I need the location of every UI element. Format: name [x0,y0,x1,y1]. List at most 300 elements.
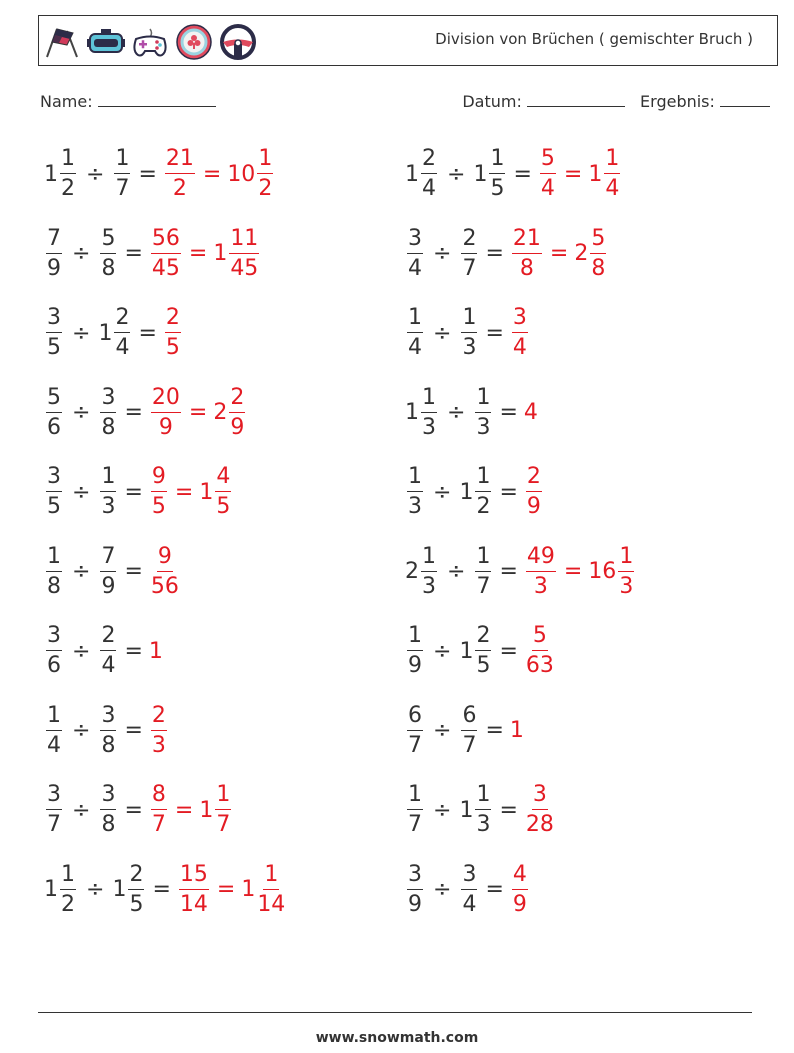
division-sign: ÷ [433,241,452,266]
answer-denominator: 8 [519,255,534,281]
answer-whole: 10 [227,161,256,187]
divisor-number [112,148,132,200]
equals-sign: = [499,559,518,584]
dividend-number [44,543,64,599]
dividend-numerator: 1 [407,466,423,492]
divisor-denominator: 3 [476,414,491,440]
dividend-denominator: 7 [47,812,61,837]
answer-numerator: 2 [229,387,245,413]
answer-denominator: 9 [230,414,245,440]
dividend-whole: 1 [44,161,58,187]
divisor-numerator: 1 [475,387,491,413]
problem-8 [44,699,169,763]
divisor-numerator: 1 [475,546,491,572]
answer-numerator: 21 [512,228,542,254]
answer-denominator: 56 [150,573,179,599]
answer-number [510,307,530,359]
answer-number [510,718,524,743]
divisor-numerator: 2 [100,625,116,651]
answer-whole: 1 [199,479,214,505]
answer-number [588,148,622,200]
divisor-numerator: 6 [461,705,477,731]
answer-fraction [526,625,554,677]
divisor-number [98,307,132,359]
dividend-number [405,702,425,758]
divisor-fraction [489,148,505,200]
dividend-numerator: 3 [46,466,62,492]
date-result-fields [462,92,770,111]
divisor-number [459,702,479,758]
dividend-number [405,625,425,677]
answer-fraction [150,543,179,599]
divisor-numerator: 1 [461,307,477,333]
answer-numerator: 9 [157,546,173,572]
problem-18 [405,699,524,763]
answer-fraction [215,466,231,518]
answer-denominator: 3 [151,732,166,758]
answer-denominator: 8 [591,255,606,281]
divisor-denominator: 3 [101,494,116,519]
answer-numerator: 1 [257,148,273,174]
problem-16 [405,540,636,604]
division-sign: ÷ [72,638,91,664]
problem-17 [405,619,556,683]
equals-sign: = [124,479,143,505]
answer-equals-sign: = [188,400,208,425]
name-blank-line [98,92,216,107]
divisor-fraction [100,543,116,599]
answer-denominator: 4 [512,335,527,360]
dividend-denominator: 6 [47,414,61,440]
answer-number [538,148,558,200]
worksheet-title: Division von Brüchen ( gemischter Bruch ) [435,30,753,48]
divisor-whole: 1 [459,638,474,664]
answer-number [149,466,169,518]
answer-numerator: 2 [151,705,167,731]
dividend-number [405,148,439,200]
answer-fraction [151,702,167,758]
dividend-number [44,148,78,200]
equals-sign: = [485,320,504,346]
dividend-fraction [46,307,62,359]
answer-fraction [165,148,195,200]
divisor-number [473,543,493,599]
answer-equals-sign: = [216,877,236,902]
divisor-fraction [100,225,116,281]
answer-number [213,225,261,281]
dividend-denominator: 3 [408,494,422,519]
equals-sign: = [485,877,504,902]
divisor-number [98,466,118,518]
answer-fraction [151,784,167,836]
problem-12 [405,222,608,286]
answer-fraction [512,225,542,281]
equals-sign: = [124,241,143,266]
dividend-fraction [407,307,423,359]
divisor-number [98,784,118,836]
divisor-fraction [475,784,491,836]
division-sign: ÷ [433,320,452,346]
dividend-denominator: 8 [47,573,61,599]
answer-number [227,148,275,200]
equals-sign: = [513,161,532,187]
dividend-fraction [407,784,423,836]
gamepad-icon [131,23,169,61]
divisor-number [459,466,493,518]
answer-equals-sign: = [549,241,569,266]
divisor-whole: 1 [459,797,474,823]
divisor-fraction [475,543,491,599]
equals-sign: = [124,400,143,425]
answer-denominator: 45 [230,255,259,281]
division-sign: ÷ [433,479,452,505]
dividend-numerator: 3 [407,228,423,254]
dividend-denominator: 9 [47,255,61,281]
dividend-denominator: 7 [408,812,422,837]
divisor-fraction [461,307,477,359]
dividend-numerator: 1 [421,387,437,413]
dividend-numerator: 1 [60,864,76,890]
dividend-fraction [421,543,437,599]
problem-11 [405,142,622,206]
answer-denominator: 4 [540,176,555,201]
division-sign: ÷ [72,400,91,425]
answer-numerator: 8 [151,784,167,810]
answer-equals-sign: = [563,559,583,584]
answer-fraction [165,307,181,359]
dividend-numerator: 1 [407,625,423,651]
answer-denominator: 5 [151,494,166,519]
divisor-fraction [475,466,491,518]
answer-equals-sign: = [202,161,222,187]
answer-numerator: 1 [215,784,231,810]
racing-flags-icon [43,23,81,61]
answer-numerator: 5 [532,625,548,651]
dividend-fraction [407,861,423,917]
dividend-fraction [407,702,423,758]
answer-fraction [526,543,556,599]
vr-headset-icon [87,23,125,61]
answer-numerator: 5 [590,228,606,254]
divisor-denominator: 8 [101,812,116,837]
answer-fraction [151,225,181,281]
answer-whole: 1 [199,797,214,823]
answer-fraction [179,861,209,917]
answer-fraction [590,225,606,281]
answer-fraction [618,543,634,599]
divisor-number [112,861,146,917]
divisor-fraction [114,307,130,359]
problem-6 [44,540,181,604]
divisor-denominator: 3 [476,812,491,837]
problem-3 [44,301,183,365]
answer-denominator: 5 [165,335,180,360]
dividend-fraction [46,784,62,836]
dividend-denominator: 3 [422,573,436,599]
divisor-number [98,702,118,758]
answer-number [510,225,544,281]
dividend-number [405,466,425,518]
dividend-fraction [407,225,423,281]
answer-equals-sign: = [174,479,194,505]
answer-denominator: 7 [151,812,166,837]
divisor-denominator: 7 [115,176,130,201]
answer-denominator: 2 [258,176,273,201]
problem-20 [405,858,530,922]
dividend-fraction [46,543,62,599]
divisor-numerator: 2 [128,864,144,890]
header-icons [43,23,257,61]
answer-fraction [229,384,245,440]
dividend-numerator: 2 [421,148,437,174]
answer-fraction [526,466,542,518]
answer-numerator: 56 [151,228,181,254]
answer-whole: 4 [523,400,538,425]
divisor-numerator: 1 [475,466,491,492]
answer-numerator: 4 [512,864,528,890]
divisor-denominator: 5 [490,176,505,201]
answer-number [524,784,556,836]
problem-2 [44,222,261,286]
divisor-denominator: 7 [476,573,491,599]
answer-numerator: 4 [215,466,231,492]
answer-numerator: 15 [179,864,209,890]
dividend-number [44,466,64,518]
division-sign: ÷ [72,241,91,266]
division-sign: ÷ [433,797,452,823]
answer-equals-sign: = [188,241,208,266]
answer-number [588,543,636,599]
divisor-numerator: 7 [100,546,116,572]
dividend-fraction [407,625,423,677]
answer-equals-sign: = [174,797,194,823]
problem-19 [405,778,556,842]
dividend-fraction [60,861,76,917]
divisor-number [98,625,118,677]
dividend-whole: 1 [44,877,58,902]
dividend-number [405,784,425,836]
dividend-number [405,861,425,917]
divisor-whole: 1 [112,877,127,902]
dividend-numerator: 5 [46,387,62,413]
dividend-numerator: 1 [46,705,62,731]
equals-sign: = [138,320,157,346]
dividend-whole: 1 [405,400,419,425]
answer-number [177,861,211,917]
divisor-numerator: 1 [100,466,116,492]
footer-url: www.snowmath.com [315,1030,479,1046]
answer-number [149,639,163,664]
divisor-number [473,148,507,200]
divisor-fraction [100,702,116,758]
answer-denominator: 9 [158,414,173,440]
answer-fraction [215,784,231,836]
dividend-whole: 1 [405,161,419,187]
dividend-numerator: 6 [407,705,423,731]
divisor-denominator: 2 [476,494,491,519]
divisor-whole: 1 [459,479,474,505]
division-sign: ÷ [447,559,466,584]
dividend-numerator: 1 [407,784,423,810]
answer-denominator: 9 [526,494,541,519]
divisor-denominator: 8 [101,414,116,440]
divisor-denominator: 3 [462,335,477,360]
equals-sign: = [499,479,518,505]
divisor-denominator: 8 [101,732,116,758]
divisor-number [459,625,493,677]
steering-wheel-icon [219,23,257,61]
answer-whole: 1 [509,718,524,743]
worksheet-header [38,15,778,66]
division-sign: ÷ [433,638,452,664]
answer-denominator: 28 [525,812,554,837]
answer-numerator: 2 [165,307,181,333]
dividend-denominator: 2 [61,891,75,917]
result-label: Ergebnis: [640,92,715,111]
divisor-fraction [100,625,116,677]
dividend-numerator: 1 [421,546,437,572]
dividend-whole: 2 [405,559,419,584]
equals-sign: = [138,161,157,187]
answer-denominator: 14 [179,891,208,917]
equals-sign: = [499,400,518,425]
dividend-number [405,384,439,440]
answer-denominator: 7 [216,812,231,837]
answer-denominator: 4 [605,176,620,201]
answer-whole: 2 [213,400,228,425]
divisor-denominator: 5 [476,653,491,678]
division-sign: ÷ [72,479,91,505]
divisor-number [98,225,118,281]
division-sign: ÷ [433,877,452,902]
answer-fraction [257,861,286,917]
problem-9 [44,778,233,842]
dividend-fraction [60,148,76,200]
answer-fraction [512,307,528,359]
dividend-numerator: 3 [407,864,423,890]
answer-number [524,625,556,677]
division-sign: ÷ [447,161,466,187]
date-label: Datum: [462,92,522,111]
dividend-fraction [46,702,62,758]
dividend-fraction [46,625,62,677]
answer-number [149,543,181,599]
divisor-numerator: 3 [100,387,116,413]
divisor-denominator: 8 [101,255,116,281]
answer-denominator: 63 [525,653,554,678]
dividend-denominator: 4 [422,176,436,201]
divisor-numerator: 1 [489,148,505,174]
dividend-denominator: 5 [47,335,61,360]
answer-numerator: 1 [604,148,620,174]
answer-number [199,466,233,518]
answer-number [510,861,530,917]
problem-14 [405,381,538,445]
name-label: Name: [40,92,93,111]
dividend-numerator: 1 [407,307,423,333]
dividend-number [44,625,64,677]
equals-sign: = [152,877,171,902]
division-sign: ÷ [72,718,91,743]
answer-number [149,225,183,281]
division-sign: ÷ [86,877,105,902]
equals-sign: = [499,797,518,823]
dividend-denominator: 5 [47,494,61,519]
answer-number [524,400,538,425]
divisor-denominator: 7 [462,732,477,758]
divisor-fraction [100,784,116,836]
dividend-numerator: 1 [60,148,76,174]
dividend-denominator: 9 [408,653,422,678]
dividend-fraction [421,148,437,200]
divisor-numerator: 3 [100,705,116,731]
dividend-denominator: 4 [47,732,61,758]
divisor-fraction [461,225,477,281]
divisor-number [459,861,479,917]
answer-numerator: 3 [512,307,528,333]
answer-numerator: 21 [165,148,195,174]
division-sign: ÷ [433,718,452,743]
answer-equals-sign: = [563,161,583,187]
divisor-number [473,384,493,440]
answer-number [149,702,169,758]
division-sign: ÷ [72,797,91,823]
answer-numerator: 5 [540,148,556,174]
equals-sign: = [499,638,518,664]
divisor-fraction [461,861,477,917]
divisor-numerator: 1 [114,148,130,174]
dividend-denominator: 6 [47,653,61,678]
divisor-fraction [114,148,130,200]
dividend-number [44,307,64,359]
answer-number [199,784,233,836]
problem-7 [44,619,163,683]
dividend-number [44,861,78,917]
dividend-numerator: 1 [46,546,62,572]
dividend-fraction [46,384,62,440]
divisor-numerator: 2 [114,307,130,333]
dividend-numerator: 3 [46,625,62,651]
answer-numerator: 1 [263,864,279,890]
divisor-number [98,384,118,440]
answer-number [524,543,558,599]
answer-number [149,784,169,836]
problem-15 [405,460,544,524]
divisor-numerator: 3 [461,864,477,890]
answer-number [163,148,197,200]
equals-sign: = [124,718,143,743]
problem-5 [44,460,233,524]
answer-fraction [257,148,273,200]
name-field [40,92,216,111]
divisor-fraction [100,466,116,518]
divisor-fraction [475,384,491,440]
divisor-number [459,225,479,281]
problem-13 [405,301,530,365]
answer-denominator: 3 [533,573,548,599]
answer-numerator: 3 [532,784,548,810]
divisor-denominator: 4 [462,891,477,917]
dividend-denominator: 4 [408,335,422,360]
equals-sign: = [485,718,504,743]
divisor-fraction [475,625,491,677]
dividend-numerator: 3 [46,307,62,333]
answer-fraction [604,148,620,200]
dividend-number [44,384,64,440]
dividend-fraction [407,466,423,518]
dividend-number [405,543,439,599]
dividend-fraction [421,384,437,440]
